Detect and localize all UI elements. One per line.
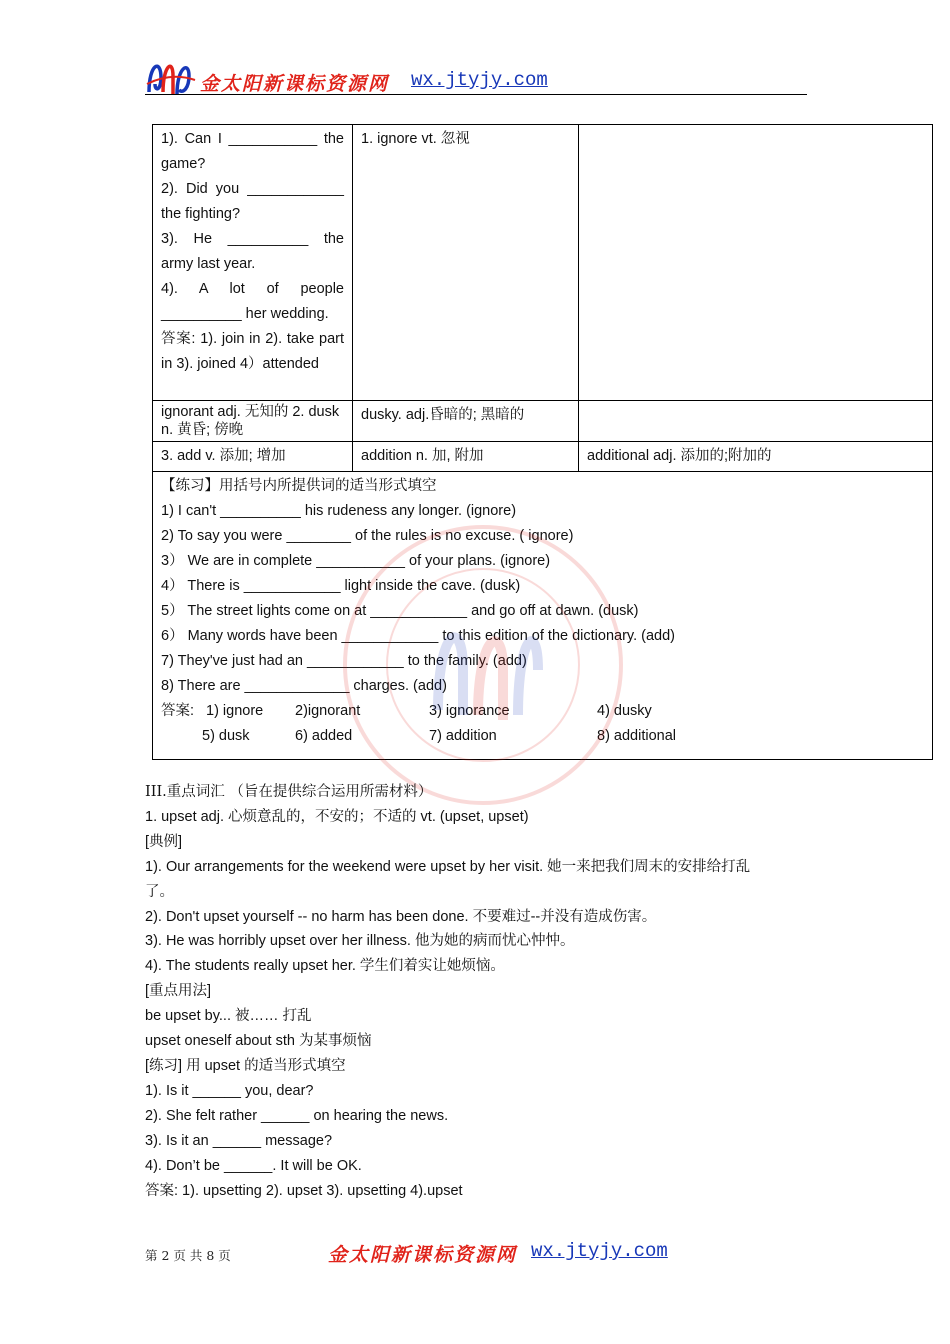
answer-item: 7) addition (429, 728, 497, 744)
table-cell: additional adj. 添加的;附加的 (579, 442, 933, 472)
table-cell (579, 401, 933, 442)
table-cell (579, 125, 933, 401)
text-line: 3). He was horribly upset over her illness. 他为她的病而忧心忡忡。 (145, 933, 575, 950)
text-line: [练习] 用 upset 的适当形式填空 (145, 1057, 346, 1074)
table-row (153, 472, 933, 760)
footer-brand: 金太阳新课标资源网 (328, 1244, 518, 1266)
practice-item: 5） The street lights come on at ____________ and go off at dawn. (dusk) (161, 603, 639, 619)
text-line: upset oneself about sth 为某事烦恼 (145, 1033, 372, 1050)
text-line: 1. upset adj. 心烦意乱的，不安的；不适的 vt. (upset, upset) (145, 808, 529, 825)
exercise-answer: 答案: 1). join in 2). take part in 3). joined 4）attended (161, 331, 344, 372)
text-line: 1). Is it ______ you, dear? (145, 1082, 314, 1099)
table-row (153, 125, 933, 401)
table-cell: ignorant adj. 无知的 2. dusk n. 黄昏; 傍晚 (153, 401, 353, 442)
table-cell: dusky. adj.昏暗的; 黑暗的 (353, 401, 579, 442)
exercise-line: 1). Can I ___________ the game? (161, 131, 344, 172)
answers-row (161, 699, 924, 724)
answers-label: 答案: (161, 703, 195, 719)
practice-title: 【练习】用括号内所提供词的适当形式填空 (161, 478, 437, 494)
practice-item: 3） We are in complete ___________ of your plans. (ignore) (161, 553, 551, 569)
text-line: [典例] (145, 833, 183, 850)
text-line: 2). Don't upset yourself -- no harm has been done. 不要难过--并没有造成伤害。 (145, 908, 657, 925)
footer-url-link[interactable]: wx.jtyjy.com (531, 1240, 668, 1262)
text-line: 答案: 1). upsetting 2). upset 3). upsetting 4).upset (145, 1182, 463, 1199)
header-rule (145, 94, 807, 95)
text-line: 3). Is it an ______ message? (145, 1132, 333, 1149)
answer-item: 6) added (295, 728, 353, 744)
answer-item: 5) dusk (202, 728, 250, 744)
practice-item: 6） Many words have been ____________ to this edition of the dictionary. (add) (161, 628, 676, 644)
exercise-cell (153, 125, 353, 401)
table-row (153, 401, 933, 442)
text-line: be upset by... 被…… 打乱 (145, 1008, 312, 1025)
practice-item: 4） There is ____________ light inside the cave. (dusk) (161, 578, 521, 594)
vocab-table (152, 124, 933, 760)
answer-item: 1) ignore (206, 703, 264, 719)
table-cell: addition n. 加, 附加 (353, 442, 579, 472)
page-number: 第 2 页 共 8 页 (145, 1248, 231, 1263)
page-footer (145, 1240, 807, 1270)
text-line: 4). Don’t be ______. It will be OK. (145, 1157, 362, 1174)
vocab-section (145, 780, 810, 1203)
section-heading: III.重点词汇 （旨在提供综合运用所需材料） (145, 784, 433, 800)
text-line: 2). She felt rather ______ on hearing the news. (145, 1107, 449, 1124)
table-cell: 3. add v. 添加; 增加 (153, 442, 353, 472)
text-line: 1). Our arrangements for the weekend were upset by her visit. 她一来把我们周末的安排给打乱 (145, 858, 751, 875)
exercise-line: 4). A lot of people __________ her wedding. (161, 281, 344, 322)
practice-cell (153, 472, 933, 760)
answer-item: 3) ignorance (429, 703, 510, 719)
answer-item: 2)ignorant (295, 703, 361, 719)
exercise-line: 2). Did you ____________ the fighting? (161, 181, 344, 222)
text-line: [重点用法] (145, 983, 212, 1000)
jtyjy-logo-icon (145, 54, 197, 98)
text-line: 4). The students really upset her. 学生们着实让她烦恼。 (145, 958, 505, 975)
exercise-line: 3). He __________ the army last year. (161, 231, 344, 272)
practice-item: 8) There are _____________ charges. (add) (161, 678, 447, 694)
answer-item: 4) dusky (597, 703, 652, 719)
text-line: 了。 (145, 883, 174, 900)
table-row (153, 442, 933, 472)
table-cell: 1. ignore vt. 忽视 (353, 125, 579, 401)
page-header (145, 50, 807, 98)
practice-item: 7) They've just had an ____________ to the family. (add) (161, 653, 527, 669)
practice-item: 1) I can't __________ his rudeness any longer. (ignore) (161, 503, 517, 519)
answers-row (161, 724, 924, 749)
practice-item: 2) To say you were ________ of the rules is no excuse. ( ignore) (161, 528, 574, 544)
answer-item: 8) additional (597, 728, 676, 744)
header-brand: 金太阳新课标资源网 (200, 73, 390, 95)
header-url-link[interactable]: wx.jtyjy.com (411, 69, 548, 91)
